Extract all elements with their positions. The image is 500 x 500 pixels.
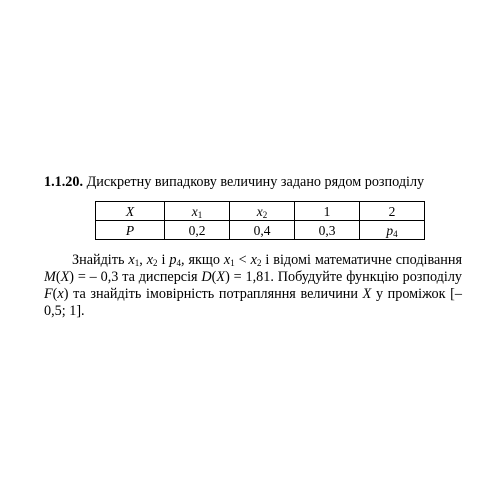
cell-x1: $x_1$ [165,202,230,221]
cell-p1: 0,2 [165,221,230,240]
cell-x2: $x_2$ [230,202,295,221]
row-label-p: P [96,221,165,240]
cell-value-1: 1 [295,202,360,221]
cell-value-2: 2 [360,202,425,221]
cell-p2: 0,4 [230,221,295,240]
problem-title [44,174,462,191]
row-label-x: X [96,202,165,221]
table-row-p [96,221,425,240]
problem-number: 1.1.20. [44,174,84,190]
cell-p4: $p_4$ [360,221,425,240]
task-paragraph: Знайдіть $x_1$, $x_2$ і $p_4$, якщо $x_1 < x_2$ і відомі математичне сподівання M(X) = – 0,3 та дисперсія D(X) = 1,81. Побудуйте функцію розподілу F(x) та знайдіть імовірність потрапляння величини X у проміжок [– 0,5; 1]. [44,252,463,319]
cell-p3: 0,3 [295,221,360,240]
problem-statement: Дискретну випадкову величину задано рядом розподілу [86,174,425,190]
problem-block [44,174,462,320]
table-row-x [96,202,425,221]
distribution-table [95,201,425,240]
